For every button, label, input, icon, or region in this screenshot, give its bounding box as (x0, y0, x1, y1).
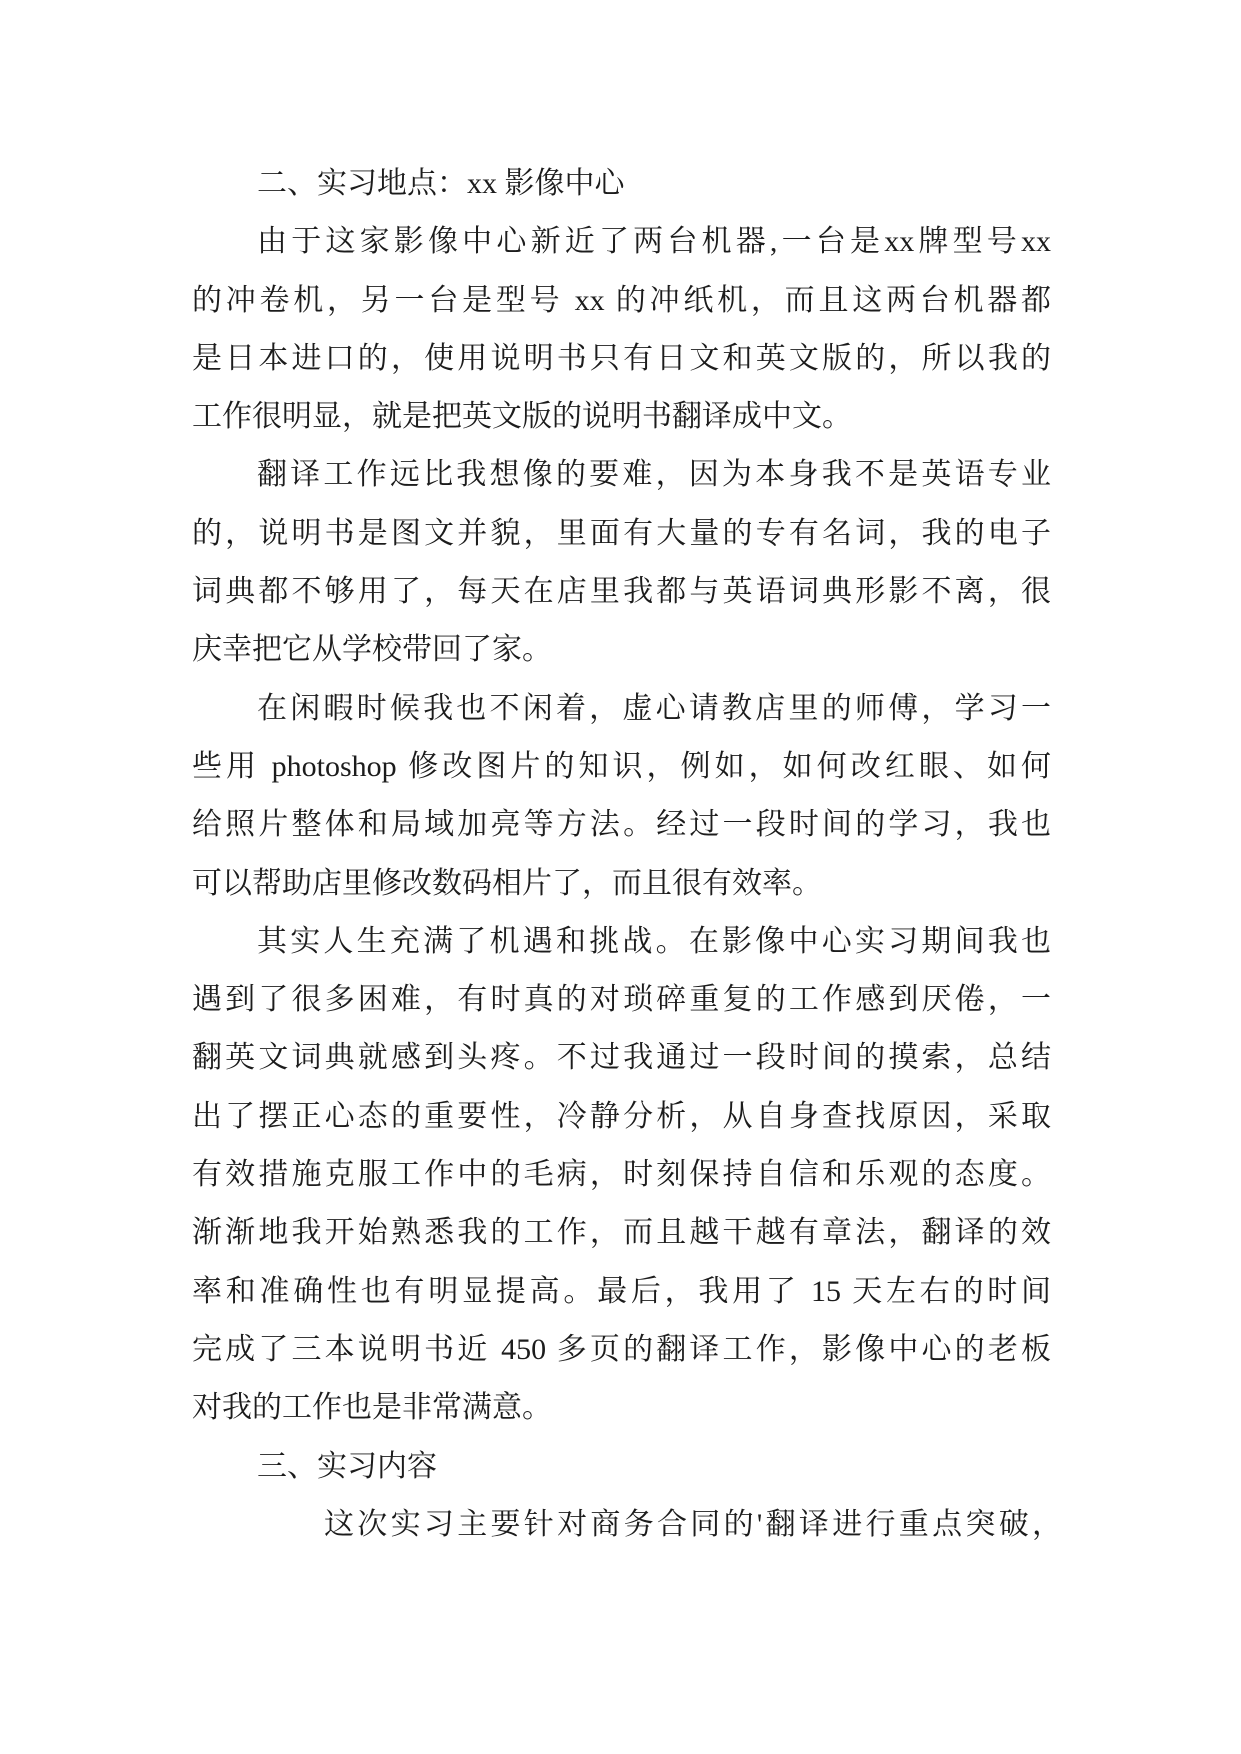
text-line: 些用 photoshop 修改图片的知识，例如，如何改红眼、如何 (192, 749, 1051, 783)
text-line: 在闲暇时候我也不闲着，虚心请教店里的师傅，学习一 (257, 691, 1051, 725)
text-line: 对我的工作也是非常满意。 (192, 1391, 552, 1425)
text-line: 庆幸把它从学校带回了家。 (192, 633, 552, 667)
text-line: 有效措施克服工作中的毛病，时刻保持自信和乐观的态度。 (192, 1158, 1051, 1192)
heading-line: 三、实习内容 (257, 1449, 437, 1483)
paragraph-challenges (192, 913, 1051, 1438)
paragraph-photoshop (192, 680, 1051, 913)
text-line: 率和准确性也有明显提高。最后，我用了 15 天左右的时间 (192, 1274, 1051, 1308)
section-heading-content (192, 1438, 1051, 1496)
text-line: 出了摆正心态的重要性，冷静分析，从自身查找原因，采取 (192, 1099, 1051, 1133)
text-line: 是日本进口的，使用说明书只有日文和英文版的，所以我的 (192, 341, 1051, 375)
text-line: 这次实习主要针对商务合同的'翻译进行重点突破， (324, 1507, 1062, 1541)
heading-line: 二、实习地点：xx 影像中心 (257, 167, 625, 200)
text-line: 词典都不够用了，每天在店里我都与英语词典形影不离，很 (192, 575, 1051, 609)
text-line: 可以帮助店里修改数码相片了，而且很有效率。 (192, 866, 822, 900)
text-line: 由于这家影像中心新近了两台机器,一台是xx牌型号xx (257, 225, 1051, 259)
document-body (192, 155, 1062, 1554)
text-line: 翻译工作远比我想像的要难，因为本身我不是英语专业 (257, 458, 1051, 492)
text-line: 翻英文词典就感到头疼。不过我通过一段时间的摸索，总结 (192, 1041, 1051, 1075)
text-line: 的，说明书是图文并貌，里面有大量的专有名词，我的电子 (192, 516, 1051, 550)
paragraph-machines (192, 213, 1051, 446)
text-line: 工作很明显，就是把英文版的说明书翻译成中文。 (192, 400, 852, 434)
text-line: 遇到了很多困难，有时真的对琐碎重复的工作感到厌倦，一 (192, 983, 1051, 1017)
section-heading-location (192, 155, 1051, 213)
text-line: 其实人生充满了机遇和挑战。在影像中心实习期间我也 (257, 924, 1051, 958)
paragraph-translation-difficulty (192, 446, 1051, 679)
text-line: 渐渐地我开始熟悉我的工作，而且越干越有章法，翻译的效 (192, 1216, 1051, 1250)
text-line: 完成了三本说明书近 450 多页的翻译工作，影像中心的老板 (192, 1332, 1051, 1366)
text-line: 给照片整体和局域加亮等方法。经过一段时间的学习，我也 (192, 808, 1051, 842)
paragraph-contracts (192, 1496, 1062, 1554)
text-line: 的冲卷机，另一台是型号 xx 的冲纸机，而且这两台机器都 (192, 283, 1051, 317)
